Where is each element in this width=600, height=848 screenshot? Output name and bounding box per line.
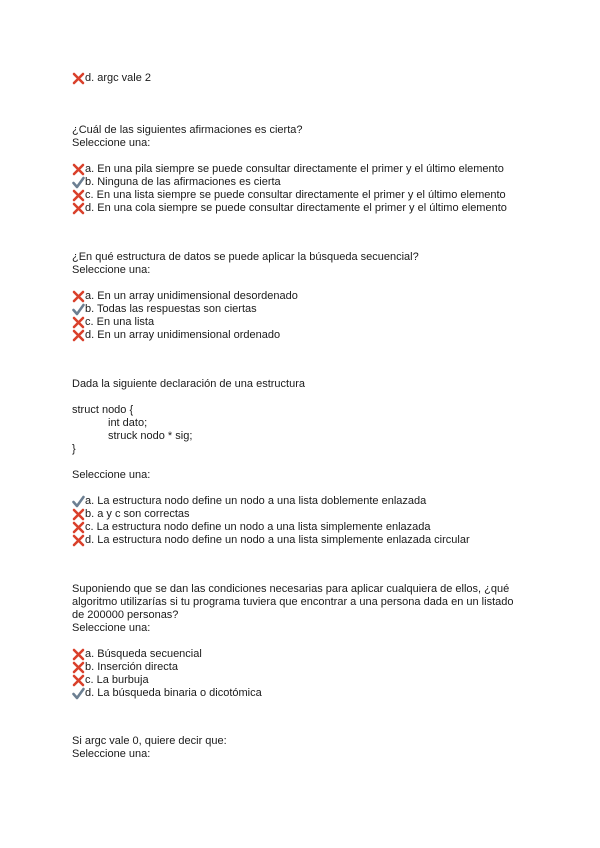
- answer-option[interactable]: [72, 508, 572, 521]
- answer-option[interactable]: [72, 329, 572, 342]
- answer-text: d. La estructura nodo define un nodo a una lista simplemente enlazada circular: [85, 534, 470, 546]
- answer-option[interactable]: [72, 534, 572, 547]
- answer-option[interactable]: [72, 674, 572, 687]
- answer-option[interactable]: [72, 648, 572, 661]
- answer-option[interactable]: [72, 316, 572, 329]
- wrong-cross-icon: [72, 189, 85, 202]
- question-text: Si argc vale 0, quiere decir que:: [72, 735, 227, 747]
- select-prompt: Seleccione una:: [72, 264, 151, 276]
- code-line: int dato;: [108, 417, 148, 429]
- wrong-cross-icon: [72, 329, 85, 342]
- answer-option[interactable]: [72, 189, 572, 202]
- answer-text: c. En una lista siempre se puede consultar directamente el primer y el último elemento: [85, 189, 506, 201]
- answer-text: c. La burbuja: [85, 674, 149, 686]
- answer-text: b. a y c son correctas: [85, 508, 190, 520]
- correct-check-icon: [72, 495, 85, 508]
- question-5: [72, 735, 572, 761]
- question-1: [72, 124, 572, 215]
- answer-option[interactable]: [72, 176, 572, 189]
- answer-option: [72, 72, 572, 85]
- question-4: [72, 583, 572, 700]
- code-line: struct nodo {: [72, 404, 134, 416]
- question-text: Dada la siguiente declaración de una estructura: [72, 378, 305, 390]
- answer-text: b. Inserción directa: [85, 661, 178, 673]
- wrong-cross-icon: [72, 648, 85, 661]
- answer-text: a. Búsqueda secuencial: [85, 648, 202, 660]
- wrong-cross-icon: [72, 534, 85, 547]
- answer-text: d. argc vale 2: [85, 72, 152, 84]
- answer-text: d. La búsqueda binaria o dicotómica: [85, 687, 262, 699]
- answer-option[interactable]: [72, 202, 572, 215]
- answer-text: c. La estructura nodo define un nodo a una lista simplemente enlazada: [85, 521, 431, 533]
- code-line: struck nodo * sig;: [108, 430, 193, 442]
- answer-text: b. Ninguna de las afirmaciones es cierta: [85, 176, 281, 188]
- question-text: de 200000 personas?: [72, 609, 179, 621]
- answer-text: b. Todas las respuestas son ciertas: [85, 303, 257, 315]
- answer-option[interactable]: [72, 521, 572, 534]
- wrong-cross-icon: [72, 202, 85, 215]
- wrong-cross-icon: [72, 316, 85, 329]
- answer-text: a. La estructura nodo define un nodo a una lista doblemente enlazada: [85, 495, 427, 507]
- answer-option[interactable]: [72, 661, 572, 674]
- code-line: }: [72, 443, 76, 455]
- question-2: [72, 251, 572, 342]
- question-text: ¿Cuál de las siguientes afirmaciones es cierta?: [72, 124, 303, 136]
- wrong-cross-icon: [72, 72, 85, 85]
- answer-text: a. En un array unidimensional desordenado: [85, 290, 298, 302]
- wrong-cross-icon: [72, 521, 85, 534]
- answer-text: c. En una lista: [85, 316, 155, 328]
- answer-option[interactable]: [72, 495, 572, 508]
- answer-option[interactable]: [72, 290, 572, 303]
- correct-check-icon: [72, 176, 85, 189]
- previous-question-answers: [72, 72, 572, 85]
- wrong-cross-icon: [72, 163, 85, 176]
- answer-option[interactable]: [72, 163, 572, 176]
- answer-text: d. En un array unidimensional ordenado: [85, 329, 281, 341]
- answer-text: d. En una cola siempre se puede consultar directamente el primer y el último elemento: [85, 202, 507, 214]
- select-prompt: Seleccione una:: [72, 748, 151, 760]
- question-text: Suponiendo que se dan las condiciones necesarias para aplicar cualquiera de ellos, ¿qué: [72, 583, 510, 595]
- wrong-cross-icon: [72, 661, 85, 674]
- wrong-cross-icon: [72, 290, 85, 303]
- wrong-cross-icon: [72, 674, 85, 687]
- question-text: algoritmo utilizarías si tu programa tuviera que encontrar a una persona dada en un listado: [72, 596, 514, 608]
- wrong-cross-icon: [72, 508, 85, 521]
- correct-check-icon: [72, 303, 85, 316]
- select-prompt: Seleccione una:: [72, 469, 151, 481]
- question-3: [72, 378, 572, 547]
- select-prompt: Seleccione una:: [72, 622, 151, 634]
- question-text: ¿En qué estructura de datos se puede aplicar la búsqueda secuencial?: [72, 251, 419, 263]
- answer-option[interactable]: [72, 303, 572, 316]
- answer-text: a. En una pila siempre se puede consultar directamente el primer y el último elemento: [85, 163, 504, 175]
- select-prompt: Seleccione una:: [72, 137, 151, 149]
- correct-check-icon: [72, 687, 85, 700]
- answer-option[interactable]: [72, 687, 572, 700]
